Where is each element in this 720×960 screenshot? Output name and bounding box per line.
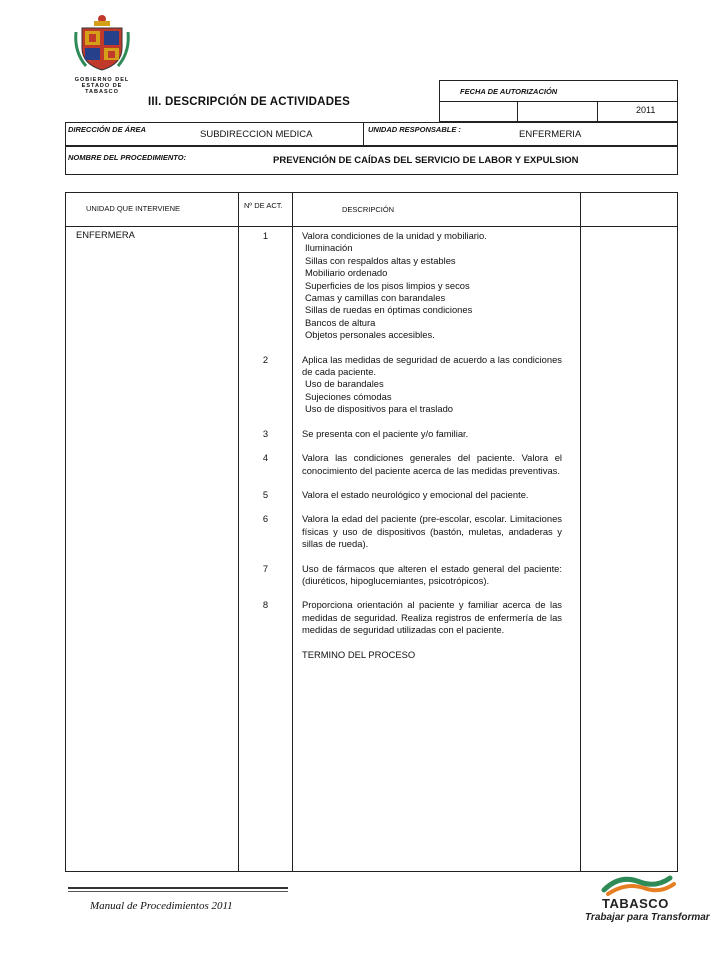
activity-descriptions [302, 230, 562, 661]
activity-4 [302, 452, 562, 477]
activity-item: Sujeciones cómodas [305, 390, 392, 402]
activity-text: Valora las condiciones generales del paciente. Valora el conocimiento del paciente acerca de las medidas preventivas. [302, 452, 562, 476]
procedure-box [65, 146, 678, 175]
direction-label: DIRECCIÓN DE ÁREA [68, 125, 146, 134]
intervening-unit: ENFERMERA [76, 229, 135, 240]
activity-number: 6 [262, 513, 269, 524]
direction-value: SUBDIRECCION MEDICA [200, 129, 313, 140]
activity-5 [302, 489, 562, 501]
activity-number: 3 [262, 428, 269, 439]
activities-table [65, 192, 678, 872]
activity-number: 5 [262, 489, 269, 500]
coat-of-arms-icon [72, 12, 132, 72]
activity-number: 1 [262, 230, 269, 241]
activity-6 [302, 513, 562, 550]
activity-number: 4 [262, 452, 269, 463]
unit-value: ENFERMERIA [519, 129, 582, 140]
activity-7 [302, 563, 562, 588]
government-line-1: GOBIERNO DEL [74, 77, 130, 83]
column-divider [292, 193, 293, 871]
activity-text: Aplica las medidas de seguridad de acuerdo a las condiciones de cada paciente. [302, 353, 562, 378]
procedure-value: PREVENCIÓN DE CAÍDAS DEL SERVICIO DE LABOR Y EXPULSION [273, 155, 579, 166]
activity-item: Objetos personales accesibles. [305, 329, 435, 341]
activity-text: Valora la edad del paciente (pre-escolar, escolar. Limitaciones físicas y uso de dispositivos (bastón, muletas, andaderas y sillas de rueda). [302, 513, 562, 550]
procedure-label: NOMBRE DEL PROCEDIMIENTO: [68, 153, 187, 162]
government-line-2: ESTADO DE [81, 83, 123, 89]
activity-text: Valora el estado neurológico y emocional del paciente. [302, 488, 529, 500]
col-header-num: Nº DE ACT. [244, 201, 283, 210]
government-line-3: TABASCO [85, 89, 119, 95]
column-divider [238, 193, 239, 871]
activity-text: Proporciona orientación al paciente y familiar acerca de las medidas de seguridad. Realiza registros de enfermería de las medidas de seguridad utilizadas con el paciente. [302, 599, 562, 636]
authorization-label: FECHA DE AUTORIZACIÓN [460, 87, 558, 96]
footer-rule-thin [68, 891, 288, 892]
unit-label: UNIDAD RESPONSABLE : [368, 125, 461, 134]
column-divider [580, 193, 581, 871]
activity-item: Uso de barandales [305, 378, 384, 390]
activity-2 [302, 354, 562, 416]
activity-number: 8 [262, 599, 269, 610]
header-divider [66, 226, 677, 227]
activity-item: Bancos de altura [305, 316, 376, 328]
activity-item: Superficies de los pisos limpios y secos [305, 279, 470, 291]
authorization-year: 2011 [636, 105, 656, 115]
footer-rule [68, 887, 288, 889]
activity-text: Valora condiciones de la unidad y mobiliario. [302, 230, 487, 241]
section-title: III. DESCRIPCIÓN DE ACTIVIDADES [148, 96, 350, 108]
authorization-date-cell-3 [597, 101, 678, 122]
activity-text: Se presenta con el paciente y/o familiar. [302, 427, 469, 439]
authorization-date-cell-2 [517, 101, 598, 122]
activity-item: Mobiliario ordenado [305, 267, 388, 279]
direction-box [65, 122, 364, 146]
end-of-process: TERMINO DEL PROCESO [302, 648, 416, 660]
activity-text: Uso de fármacos que alteren el estado general del paciente: (diuréticos, hipoglucemiantes, psicotrópicos). [302, 562, 562, 586]
col-header-unit: UNIDAD QUE INTERVIENE [86, 204, 181, 213]
activity-item: Sillas con respaldos altas y estables [305, 254, 456, 266]
col-header-desc: DESCRIPCIÓN [342, 205, 395, 214]
logo-slogan: Trabajar para Transformar [585, 912, 710, 923]
state-emblem [72, 12, 132, 95]
tabasco-logo [585, 872, 710, 928]
activity-8 [302, 599, 562, 636]
activity-3 [302, 428, 562, 440]
activity-item: Camas y camillas con barandales [305, 292, 446, 304]
logo-name: TABASCO [602, 896, 669, 911]
unit-box [363, 122, 678, 146]
activity-number: 7 [262, 563, 269, 574]
activity-item: Sillas de ruedas en óptimas condiciones [305, 304, 473, 316]
activity-item: Uso de dispositivos para el traslado [305, 403, 453, 415]
manual-footer-text: Manual de Procedimientos 2011 [90, 900, 233, 912]
activity-1 [302, 230, 562, 342]
activity-number: 2 [262, 354, 269, 365]
tabasco-logo-icon [590, 872, 690, 898]
authorization-label-box [439, 80, 678, 102]
authorization-date-cell-1 [439, 101, 518, 122]
activity-item: Iluminación [305, 242, 353, 254]
